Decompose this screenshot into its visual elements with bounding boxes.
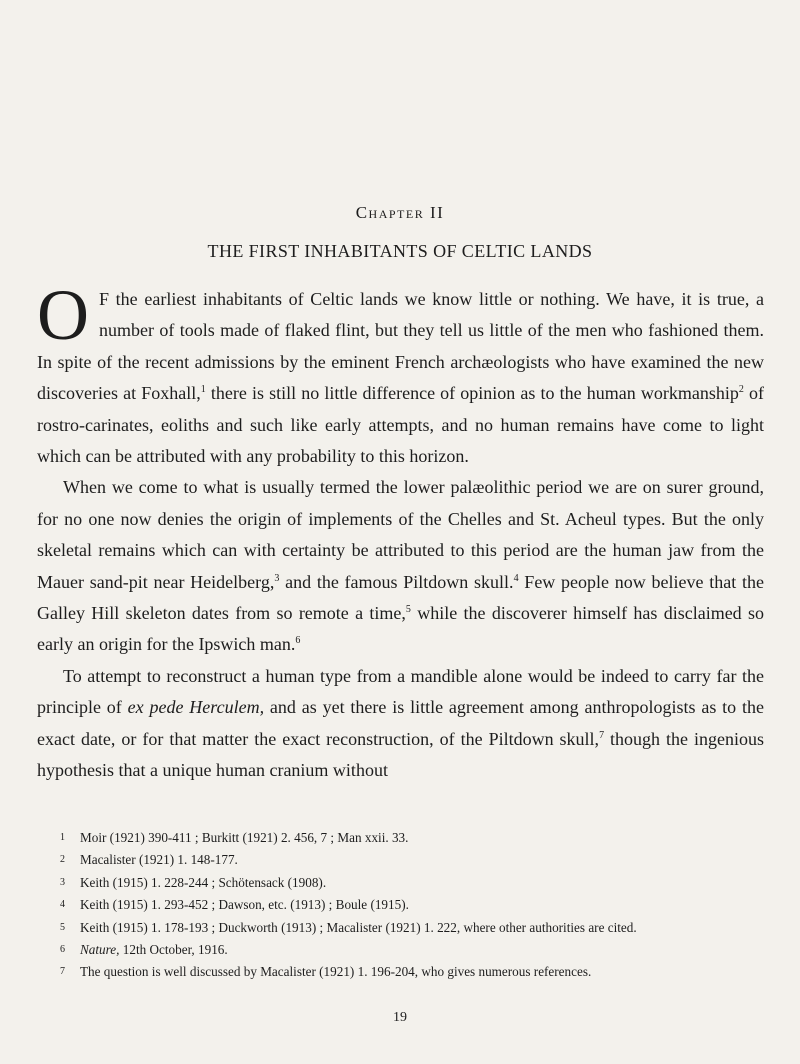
footnote-ref-1: 1	[200, 384, 206, 396]
footnote-ref-4: 4	[513, 572, 519, 584]
paragraph-3-text-c: though the ingenious hypothesis that a unique human cranium without	[37, 728, 764, 781]
page-number: 19	[393, 1010, 407, 1025]
body-text	[37, 275, 765, 787]
footnote-ref-7: 7	[599, 729, 605, 741]
paragraph-1-text-c: of rostro-carinates, eoliths and such like early attempts, and no human remains have come to light which can be attributed with any probability to this horizon.	[37, 383, 765, 467]
footnote-5	[60, 917, 770, 939]
footnote-text: Keith (1915) 1. 178-193 ; Duckworth (1913) ; Macalister (1921) 1. 222, where other authorities are cited.	[80, 919, 637, 935]
footnote-text: Keith (1915) 1. 293-452 ; Dawson, etc. (1913) ; Boule (1915).	[80, 897, 409, 913]
paragraph-1-text-a: F the earliest inhabitants of Celtic lands we know little or nothing. We have, it is true, a number of tools made of flaked flint, but they tell us little of the men who fashioned them. In spite of the recent admissions by the eminent French archæologists who have examined the new discoveries at Foxhall,	[37, 289, 764, 404]
footnote-4	[60, 894, 770, 916]
footnote-text: Keith (1915) 1. 228-244 ; Schötensack (1908).	[80, 874, 327, 890]
drop-cap: O	[37, 275, 89, 355]
footnote-number: 5	[60, 921, 65, 933]
paragraph-2-text-c: Few people now believe that the Galley Hill skeleton dates from so remote a time,	[37, 571, 764, 624]
footnote-6	[60, 939, 770, 961]
chapter-label: Chapter II	[355, 203, 445, 222]
latin-phrase: ex pede Herculem,	[127, 697, 265, 718]
footnote-text: 12th October, 1916.	[119, 942, 228, 958]
paragraph-3-text-a: To attempt to reconstruct a human type from a mandible alone would be indeed to carry far the principle of	[37, 665, 764, 718]
footnote-number: 3	[60, 876, 65, 888]
paragraph-2	[37, 472, 764, 660]
footnote-number: 1	[60, 832, 65, 843]
paragraph-3	[37, 661, 764, 787]
footnote-ref-3: 3	[274, 572, 280, 584]
paragraph-2-text-d: while the discoverer himself has disclaimed so early an origin for the Ipswich man.	[37, 603, 764, 655]
footnote-number: 6	[60, 944, 65, 956]
footnote-2	[60, 849, 770, 871]
paragraph-2-text-a: When we come to what is usually termed the lower palæolithic period we are on surer ground, for no one now denies the origin of implements of the Chelles and St. Acheul types. But the only skeletal remains which can with certainty be attributed to this period are the human jaw from the Mauer sand-pit near Heidelberg,	[37, 477, 764, 592]
footnote-ref-2: 2	[738, 384, 744, 396]
footnote-ref-5: 5	[405, 604, 411, 616]
footnote-7	[60, 961, 770, 983]
footnote-text: The question is well discussed by Macalister (1921) 1. 196-204, who gives numerous references.	[80, 964, 592, 980]
footnote-text: Moir (1921) 390-411 ; Burkitt (1921) 2. 456, 7 ; Man xxii. 33.	[80, 830, 409, 845]
paragraph-1-text-b: there is still no little difference of opinion as to the human workmanship	[205, 383, 739, 404]
paragraph-3-text-b: and as yet there is little agreement among anthropologists as to the exact date, or for that matter the exact reconstruction, of the Piltdown skull,	[37, 697, 764, 749]
footnote-number: 2	[60, 854, 65, 866]
footnote-1	[60, 827, 770, 849]
footnote-3	[60, 872, 770, 894]
chapter-title: THE FIRST INHABITANTS OF CELTIC LANDS	[207, 241, 593, 261]
footnote-ref-6: 6	[295, 635, 301, 647]
paragraph-2-text-b: and the famous Piltdown skull.	[279, 571, 514, 592]
footnotes	[60, 827, 770, 984]
paragraph-1	[37, 275, 765, 472]
footnote-italic: Nature,	[80, 942, 120, 958]
footnote-text: Macalister (1921) 1. 148-177.	[80, 852, 238, 868]
footnote-number: 7	[60, 966, 65, 978]
footnote-number: 4	[60, 899, 65, 911]
